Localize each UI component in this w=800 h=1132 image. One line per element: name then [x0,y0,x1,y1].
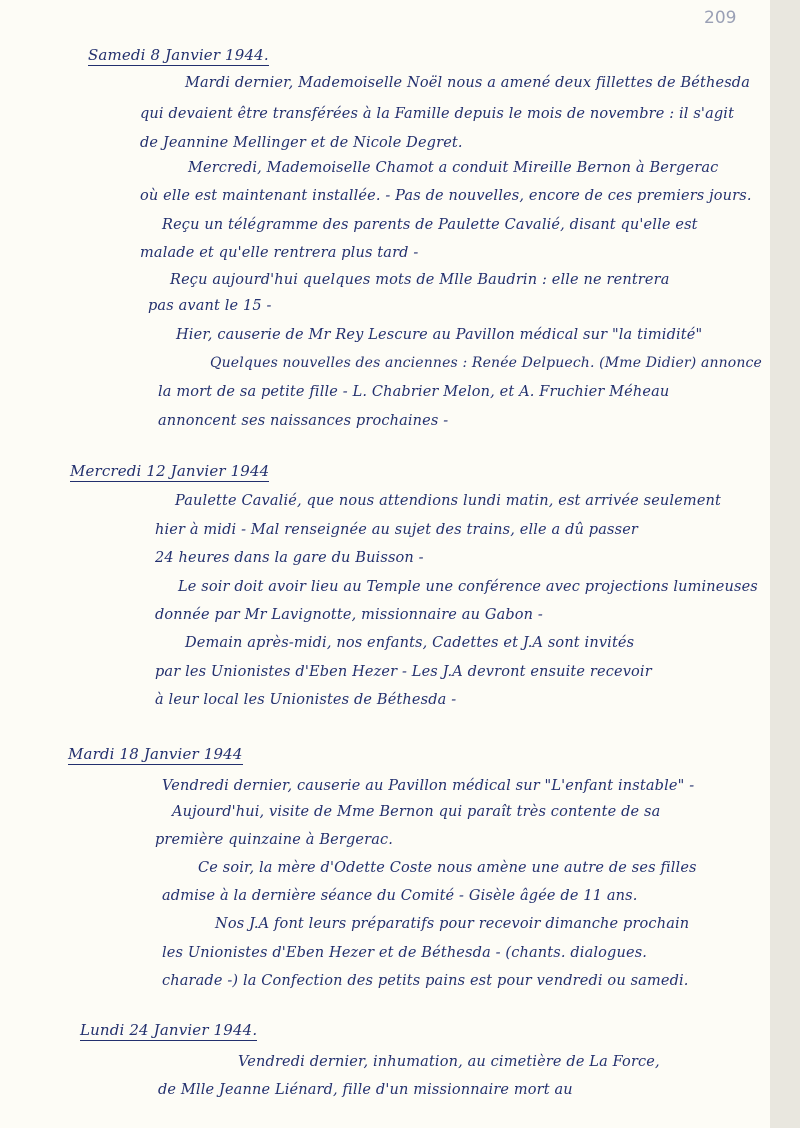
entry-line: Vendredi dernier, inhumation, au cimetière de La Force, [238,1054,660,1070]
entry-line: 24 heures dans la gare du Buisson - [155,550,424,566]
entry-line: qui devaient être transférées à la Famille depuis le mois de novembre : il s'agit [140,106,735,122]
entry-line: Aujourd'hui, visite de Mme Bernon qui paraît très contente de sa [172,804,661,820]
page-number: 209 [704,8,737,28]
entry-line: première quinzaine à Bergerac. [155,832,394,848]
entry-line: Vendredi dernier, causerie au Pavillon médical sur "L'enfant instable" - [162,778,695,794]
entry-line: à leur local les Unionistes de Béthesda - [155,692,457,708]
entry-line: Nos J.A font leurs préparatifs pour recevoir dimanche prochain [215,916,690,932]
entry-line: Reçu aujourd'hui quelques mots de Mlle Baudrin : elle ne rentrera [170,272,670,288]
entry-line: Mercredi, Mademoiselle Chamot a conduit Mireille Bernon à Bergerac [188,160,719,176]
entry-heading: Mardi 18 Janvier 1944 [68,745,243,763]
entry-line: donnée par Mr Lavignotte, missionnaire au Gabon - [155,607,543,623]
entry-heading: Samedi 8 Janvier 1944. [88,46,269,64]
entry-heading: Lundi 24 Janvier 1944. [80,1021,258,1039]
entry-line: hier à midi - Mal renseignée au sujet des trains, elle a dû passer [155,522,639,538]
entry-line: Mardi dernier, Mademoiselle Noël nous a amené deux fillettes de Béthesda [185,75,751,91]
entry-line: de Jeannine Mellinger et de Nicole Degret. [140,135,463,151]
entry-line: par les Unionistes d'Eben Hezer - Les J.A devront ensuite recevoir [155,664,652,680]
entry-line: charade -) la Confection des petits pains est pour vendredi ou samedi. [162,973,689,989]
entry-line: Le soir doit avoir lieu au Temple une conférence avec projections lumineuses [178,579,758,595]
entry-line: Demain après-midi, nos enfants, Cadettes et J.A sont invités [185,635,635,651]
entry-line: pas avant le 15 - [148,298,272,314]
entry-line: annoncent ses naissances prochaines - [158,413,449,429]
entry-line: Hier, causerie de Mr Rey Lescure au Pavillon médical sur "la timidité" [176,327,703,343]
entry-line: Paulette Cavalié, que nous attendions lundi matin, est arrivée seulement [175,493,722,509]
entry-line: malade et qu'elle rentrera plus tard - [140,245,419,261]
page-bottom-edge [0,1128,800,1132]
entry-line: la mort de sa petite fille - L. Chabrier Melon, et A. Fruchier Méheau [158,384,670,400]
page-edge [770,0,800,1132]
entry-line: Quelques nouvelles des anciennes : Renée Delpuech. (Mme Didier) annonce [210,355,762,371]
entry-line: où elle est maintenant installée. - Pas de nouvelles, encore de ces premiers jours. [140,188,752,204]
entry-line: de Mlle Jeanne Liénard, fille d'un missionnaire mort au [158,1082,573,1098]
entry-line: Ce soir, la mère d'Odette Coste nous amène une autre de ses filles [198,860,697,876]
entry-line: les Unionistes d'Eben Hezer et de Béthesda - (chants. dialogues. [162,945,648,961]
entry-line: Reçu un télégramme des parents de Paulette Cavalié, disant qu'elle est [162,217,698,233]
entry-line: admise à la dernière séance du Comité - Gisèle âgée de 11 ans. [162,888,638,904]
entry-heading: Mercredi 12 Janvier 1944 [70,462,270,480]
